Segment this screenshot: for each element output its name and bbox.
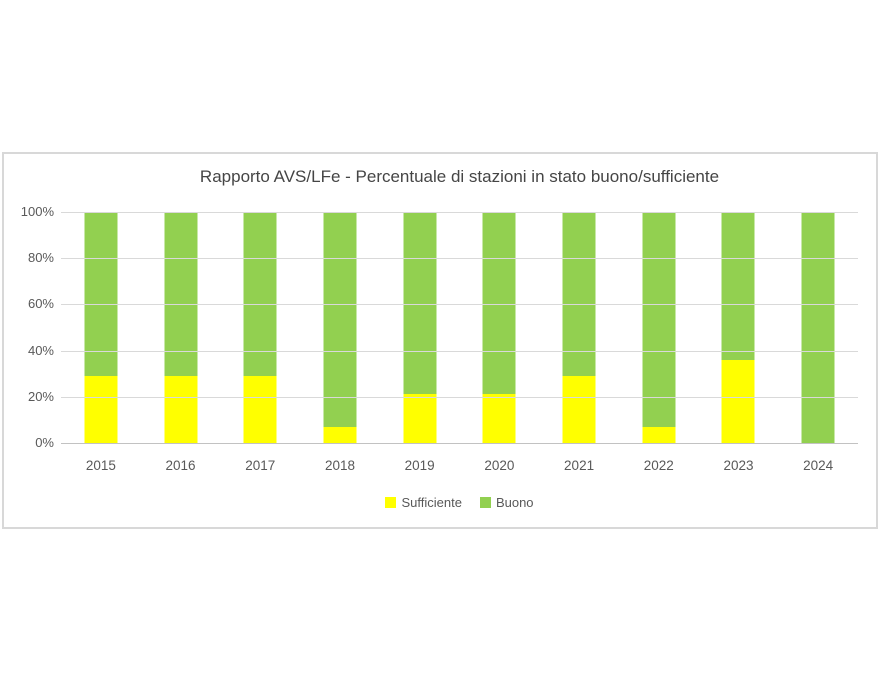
bar-group <box>141 212 221 443</box>
legend-label: Sufficiente <box>401 495 462 510</box>
y-tick-label: 40% <box>27 343 54 358</box>
gridline <box>61 258 858 259</box>
bar-segment-buono <box>722 212 755 360</box>
chart-frame <box>2 152 878 529</box>
legend-swatch-sufficiente <box>385 497 396 508</box>
gridline <box>61 397 858 398</box>
bar-segment-sufficiente <box>563 376 596 443</box>
y-tick-label: 80% <box>27 250 54 265</box>
bar-stack <box>244 212 277 443</box>
bar-stack <box>164 212 197 443</box>
bar-stack <box>642 212 675 443</box>
legend-item <box>385 495 461 510</box>
gridline <box>61 212 858 213</box>
x-tick-label: 2017 <box>245 458 276 473</box>
x-tick-label: 2023 <box>723 458 754 473</box>
y-tick-label: 20% <box>27 389 54 404</box>
legend-swatch-buono <box>480 497 491 508</box>
gridline <box>61 351 858 352</box>
gridline <box>61 443 858 444</box>
bar-group <box>539 212 619 443</box>
bar-segment-buono <box>483 212 516 394</box>
bar-stack <box>483 212 516 443</box>
gridline <box>61 304 858 305</box>
x-tick-label: 2021 <box>564 458 595 473</box>
bar-stack <box>323 212 356 443</box>
x-tick-label: 2018 <box>324 458 355 473</box>
bar-segment-sufficiente <box>164 376 197 443</box>
bar-stack <box>563 212 596 443</box>
x-tick-label: 2024 <box>803 458 834 473</box>
bar-group <box>460 212 540 443</box>
x-tick-label: 2016 <box>165 458 196 473</box>
bar-group <box>61 212 141 443</box>
bar-group <box>619 212 699 443</box>
bar-stack <box>802 212 835 443</box>
bar-group <box>380 212 460 443</box>
bar-segment-buono <box>642 212 675 427</box>
plot-area <box>61 212 858 443</box>
bar-group <box>778 212 858 443</box>
x-tick-label: 2022 <box>643 458 674 473</box>
bar-segment-sufficiente <box>403 394 436 443</box>
bar-stack <box>84 212 117 443</box>
legend-label: Buono <box>495 495 534 510</box>
bar-segment-buono <box>323 212 356 427</box>
bar-stack <box>403 212 436 443</box>
bars-container <box>61 212 858 443</box>
x-tick-label: 2020 <box>484 458 515 473</box>
legend <box>61 495 858 510</box>
bar-stack <box>722 212 755 443</box>
bar-segment-sufficiente <box>84 376 117 443</box>
x-axis-labels <box>61 458 858 473</box>
bar-segment-sufficiente <box>642 427 675 443</box>
bar-segment-sufficiente <box>722 360 755 443</box>
bar-segment-sufficiente <box>323 427 356 443</box>
bar-segment-sufficiente <box>483 394 516 443</box>
y-tick-label: 0% <box>35 435 54 450</box>
y-tick-label: 60% <box>27 296 54 311</box>
bar-segment-buono <box>403 212 436 394</box>
bar-group <box>300 212 380 443</box>
chart-title: Rapporto AVS/LFe - Percentuale di stazioni in stato buono/sufficiente <box>199 167 720 186</box>
bar-group <box>220 212 300 443</box>
y-axis-labels <box>4 154 54 527</box>
x-tick-label: 2019 <box>404 458 435 473</box>
bar-segment-sufficiente <box>244 376 277 443</box>
bar-group <box>699 212 779 443</box>
bar-segment-buono <box>802 212 835 443</box>
y-tick-label: 100% <box>20 204 54 219</box>
legend-item <box>480 495 534 510</box>
x-tick-label: 2015 <box>85 458 116 473</box>
